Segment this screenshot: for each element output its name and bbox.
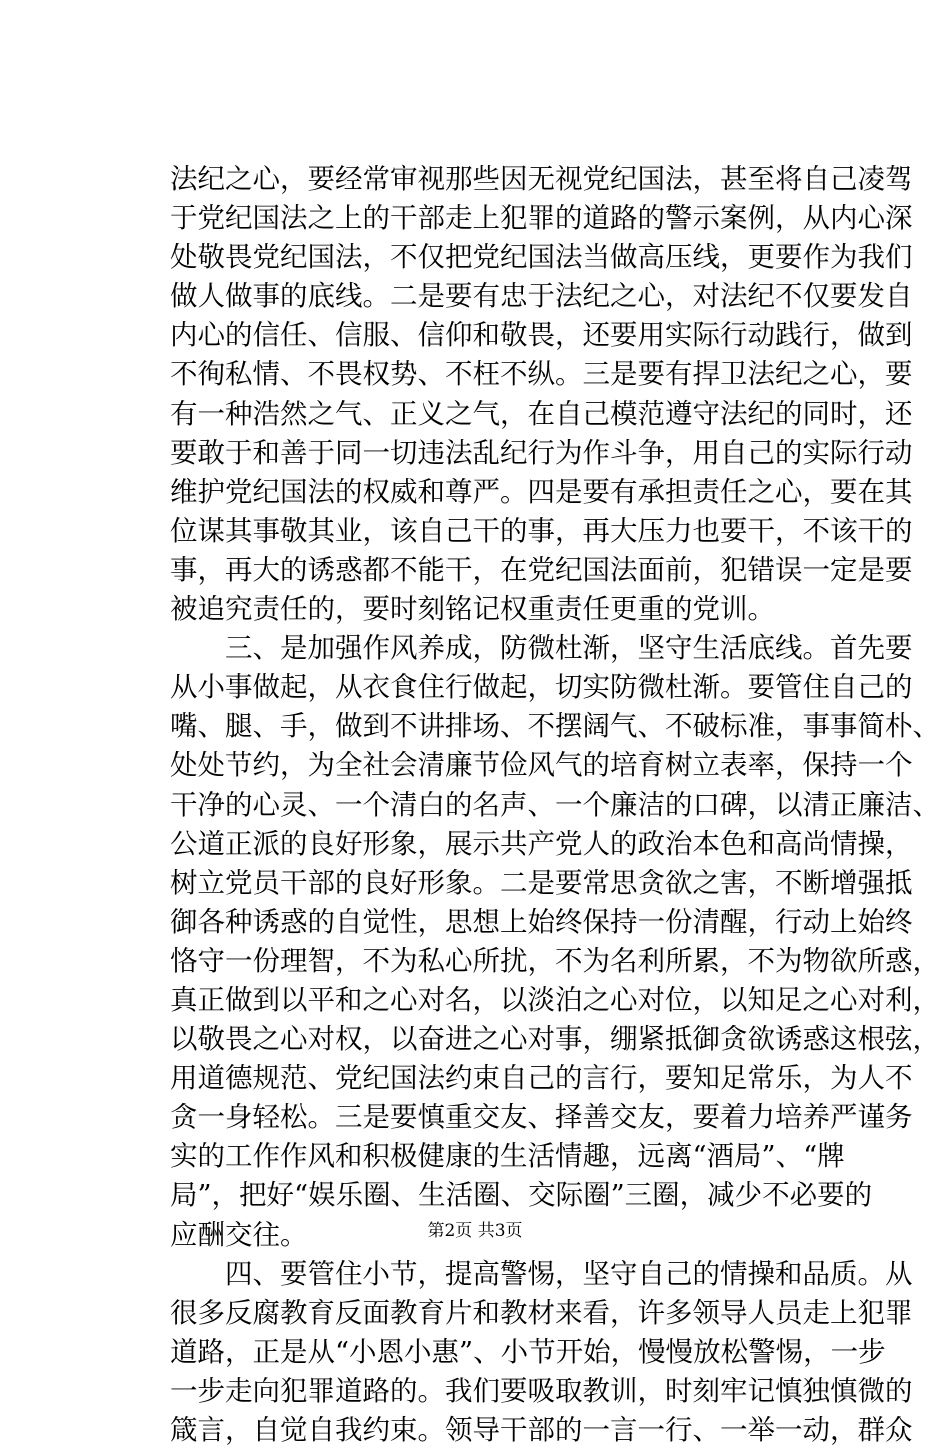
text-line: 以敬畏之心对权，以奋进之心对事，绷紧抵御贪欲诱惑这根弦， [170, 1023, 940, 1056]
text-line: 局”，把好“娱乐圈、生活圈、交际圈”三圈，减少不必要的 [170, 1179, 873, 1212]
text-line: 公道正派的良好形象，展示共产党人的政治本色和高尚情操， [170, 827, 913, 860]
text-line: 被追究责任的，要时刻铭记权重责任更重的党训。 [170, 593, 775, 626]
text-line: 三、是加强作风养成，防微杜渐，坚守生活底线。首先要 [170, 632, 913, 665]
text-line: 维护党纪国法的权威和尊严。四是要有承担责任之心，要在其 [170, 475, 913, 508]
text-line: 内心的信任、信服、信仰和敬畏，还要用实际行动践行，做到 [170, 319, 913, 352]
text-line: 有一种浩然之气、正义之气，在自己模范遵守法纪的同时，还 [170, 397, 913, 430]
text-line: 要敢于和善于同一切违法乱纪行为作斗争，用自己的实际行动 [170, 436, 913, 469]
text-line: 做人做事的底线。二是要有忠于法纪之心，对法纪不仅要发自 [170, 280, 913, 313]
text-line: 嘴、腿、手，做到不讲排场、不摆阔气、不破标准，事事简朴、 [170, 710, 940, 743]
text-line: 从小事做起，从衣食住行做起，切实防微杜渐。要管住自己的 [170, 671, 913, 704]
text-line: 事，再大的诱惑都不能干，在党纪国法面前，犯错误一定是要 [170, 553, 913, 586]
text-line: 位谋其事敬其业，该自己干的事，再大压力也要干，不该干的 [170, 514, 913, 547]
body-text [170, 160, 940, 1450]
text-line: 用道德规范、党纪国法约束自己的言行，要知足常乐，为人不 [170, 1062, 913, 1095]
text-line: 恪守一份理智，不为私心所扰，不为名利所累，不为物欲所惑， [170, 944, 940, 977]
text-line: 很多反腐教育反面教育片和教材来看，许多领导人员走上犯罪 [170, 1296, 913, 1329]
text-line: 御各种诱惑的自觉性，思想上始终保持一份清醒，行动上始终 [170, 905, 913, 938]
text-line: 真正做到以平和之心对名，以淡泊之心对位，以知足之心对利， [170, 983, 940, 1016]
text-line: 贪一身轻松。三是要慎重交友、择善交友，要着力培养严谨务 [170, 1101, 913, 1134]
text-line: 处处节约，为全社会清廉节俭风气的培育树立表率，保持一个 [170, 749, 913, 782]
text-line: 于党纪国法之上的干部走上犯罪的道路的警示案例，从内心深 [170, 202, 913, 235]
text-line: 不徇私情、不畏权势、不枉不纵。三是要有捍卫法纪之心，要 [170, 358, 913, 391]
text-line: 箴言，自觉自我约束。领导干部的一言一行、一举一动，群众 [170, 1414, 913, 1446]
text-line: 树立党员干部的良好形象。二是要常思贪欲之害，不断增强抵 [170, 866, 913, 899]
text-line: 一步走向犯罪道路的。我们要吸取教训，时刻牢记慎独慎微的 [170, 1374, 913, 1407]
text-line: 道路，正是从“小恩小惠”、小节开始，慢慢放松警惕，一步 [170, 1335, 886, 1368]
text-line: 应酬交往。 [170, 1218, 308, 1251]
text-line: 干净的心灵、一个清白的名声、一个廉洁的口碑，以清正廉洁、 [170, 788, 940, 821]
text-line: 四、要管住小节，提高警惕，坚守自己的情操和品质。从 [170, 1257, 913, 1290]
text-line: 法纪之心，要经常审视那些因无视党纪国法，甚至将自己凌驾 [170, 163, 913, 195]
text-line: 处敬畏党纪国法，不仅把党纪国法当做高压线，更要作为我们 [170, 241, 913, 274]
page-footer: 第2页 共3页 [427, 1221, 523, 1241]
text-line: 实的工作作风和积极健康的生活情趣，远离“酒局”、“牌 [170, 1140, 845, 1173]
